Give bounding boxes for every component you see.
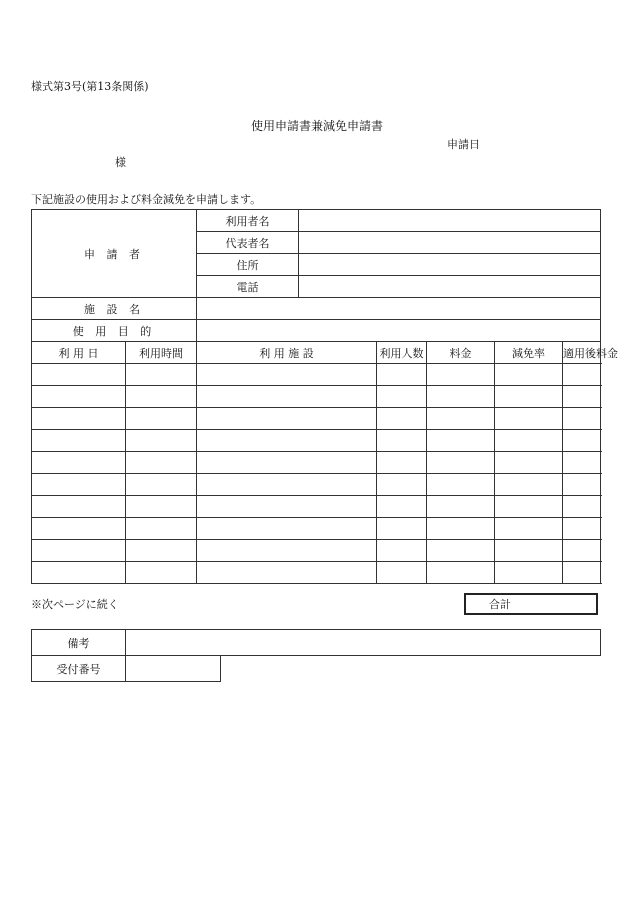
usage-cell-time[interactable] <box>126 474 197 496</box>
usage-cell-people[interactable] <box>377 386 427 408</box>
usage-cell-fee[interactable] <box>427 474 495 496</box>
usage-cell-discount-rate[interactable] <box>495 540 563 562</box>
usage-cell-discount-rate[interactable] <box>495 518 563 540</box>
usage-cell-fee[interactable] <box>427 364 495 386</box>
representative-name-label: 代表者名 <box>197 232 299 254</box>
usage-cell-discount-rate[interactable] <box>495 364 563 386</box>
usage-cell-final-fee[interactable] <box>563 540 601 562</box>
usage-cell-facility[interactable] <box>197 540 377 562</box>
application-date-label: 申請日 <box>447 138 480 151</box>
usage-cell-facility[interactable] <box>197 518 377 540</box>
usage-cell-discount-rate[interactable] <box>495 562 563 584</box>
usage-cell-time[interactable] <box>126 518 197 540</box>
usage-cell-final-fee[interactable] <box>563 430 601 452</box>
usage-cell-time[interactable] <box>126 540 197 562</box>
total-label: 合計 <box>489 598 511 611</box>
usage-cell-final-fee[interactable] <box>563 496 601 518</box>
usage-cell-date[interactable] <box>32 364 126 386</box>
usage-cell-facility[interactable] <box>197 386 377 408</box>
usage-cell-facility[interactable] <box>197 452 377 474</box>
table-row <box>32 474 601 496</box>
usage-cell-people[interactable] <box>377 562 427 584</box>
receipt-table <box>31 655 221 682</box>
usage-cell-facility[interactable] <box>197 364 377 386</box>
usage-cell-fee[interactable] <box>427 540 495 562</box>
table-row <box>32 562 601 584</box>
usage-cell-date[interactable] <box>32 540 126 562</box>
usage-cell-fee[interactable] <box>427 452 495 474</box>
representative-name-field[interactable] <box>299 232 601 254</box>
applicant-section-label: 申 請 者 <box>32 210 197 298</box>
remarks-label: 備考 <box>32 630 126 656</box>
remarks-field[interactable] <box>126 630 601 656</box>
usage-header-fee: 料金 <box>427 342 495 364</box>
table-row <box>32 408 601 430</box>
remarks-table <box>31 629 601 656</box>
receipt-number-field[interactable] <box>126 656 221 682</box>
usage-cell-date[interactable] <box>32 408 126 430</box>
usage-cell-people[interactable] <box>377 364 427 386</box>
table-row <box>32 386 601 408</box>
usage-cell-final-fee[interactable] <box>563 562 601 584</box>
facility-name-label: 施 設 名 <box>32 298 197 320</box>
usage-cell-people[interactable] <box>377 430 427 452</box>
usage-cell-date[interactable] <box>32 562 126 584</box>
continued-note: ※次ページに続く <box>31 598 119 611</box>
usage-header-facility: 利 用 施 設 <box>197 342 377 364</box>
facility-name-field[interactable] <box>197 298 601 320</box>
application-table <box>31 209 618 584</box>
applicant-name-field[interactable] <box>299 210 601 232</box>
addressee-suffix: 様 <box>115 156 126 169</box>
usage-cell-people[interactable] <box>377 452 427 474</box>
usage-cell-final-fee[interactable] <box>563 386 601 408</box>
usage-cell-people[interactable] <box>377 540 427 562</box>
usage-cell-date[interactable] <box>32 386 126 408</box>
table-row <box>32 518 601 540</box>
phone-label: 電話 <box>197 276 299 298</box>
usage-cell-time[interactable] <box>126 408 197 430</box>
applicant-name-label: 利用者名 <box>197 210 299 232</box>
usage-cell-discount-rate[interactable] <box>495 452 563 474</box>
usage-header-time: 利用時間 <box>126 342 197 364</box>
form-number: 様式第3号(第13条関係) <box>31 80 149 93</box>
table-row <box>32 430 601 452</box>
usage-cell-facility[interactable] <box>197 408 377 430</box>
table-row <box>32 364 601 386</box>
usage-cell-facility[interactable] <box>197 430 377 452</box>
usage-cell-fee[interactable] <box>427 430 495 452</box>
usage-cell-time[interactable] <box>126 364 197 386</box>
usage-header-discount-rate: 減免率 <box>495 342 563 364</box>
usage-rows <box>32 364 601 584</box>
purpose-field[interactable] <box>197 320 601 342</box>
usage-header-people: 利用人数 <box>377 342 427 364</box>
usage-cell-date[interactable] <box>32 452 126 474</box>
usage-cell-date[interactable] <box>32 496 126 518</box>
usage-cell-people[interactable] <box>377 474 427 496</box>
usage-cell-discount-rate[interactable] <box>495 386 563 408</box>
document-title: 使用申請書兼減免申請書 <box>251 119 384 133</box>
usage-header-date: 利 用 日 <box>32 342 126 364</box>
table-row <box>32 452 601 474</box>
usage-cell-facility[interactable] <box>197 562 377 584</box>
usage-cell-time[interactable] <box>126 496 197 518</box>
usage-cell-time[interactable] <box>126 430 197 452</box>
intro-text: 下記施設の使用および料金減免を申請します。 <box>31 193 262 206</box>
usage-cell-discount-rate[interactable] <box>495 474 563 496</box>
usage-cell-people[interactable] <box>377 496 427 518</box>
usage-cell-final-fee[interactable] <box>563 452 601 474</box>
usage-cell-discount-rate[interactable] <box>495 496 563 518</box>
usage-cell-time[interactable] <box>126 386 197 408</box>
usage-cell-people[interactable] <box>377 518 427 540</box>
usage-cell-discount-rate[interactable] <box>495 408 563 430</box>
receipt-number-label: 受付番号 <box>32 656 126 682</box>
purpose-label: 使 用 目 的 <box>32 320 197 342</box>
table-row <box>32 540 601 562</box>
usage-cell-fee[interactable] <box>427 386 495 408</box>
address-field[interactable] <box>299 254 601 276</box>
usage-cell-fee[interactable] <box>427 408 495 430</box>
usage-cell-fee[interactable] <box>427 518 495 540</box>
usage-header-final-fee: 適用後料金 <box>563 342 601 364</box>
usage-cell-discount-rate[interactable] <box>495 430 563 452</box>
usage-cell-people[interactable] <box>377 408 427 430</box>
phone-field[interactable] <box>299 276 601 298</box>
usage-cell-facility[interactable] <box>197 496 377 518</box>
table-row <box>32 496 601 518</box>
usage-cell-time[interactable] <box>126 562 197 584</box>
usage-cell-time[interactable] <box>126 452 197 474</box>
usage-cell-date[interactable] <box>32 474 126 496</box>
usage-cell-final-fee[interactable] <box>563 518 601 540</box>
usage-cell-date[interactable] <box>32 518 126 540</box>
usage-cell-date[interactable] <box>32 430 126 452</box>
usage-cell-final-fee[interactable] <box>563 408 601 430</box>
usage-cell-fee[interactable] <box>427 562 495 584</box>
usage-cell-final-fee[interactable] <box>563 364 601 386</box>
address-label: 住所 <box>197 254 299 276</box>
total-box[interactable] <box>464 593 598 615</box>
usage-cell-final-fee[interactable] <box>563 474 601 496</box>
usage-cell-facility[interactable] <box>197 474 377 496</box>
usage-cell-fee[interactable] <box>427 496 495 518</box>
